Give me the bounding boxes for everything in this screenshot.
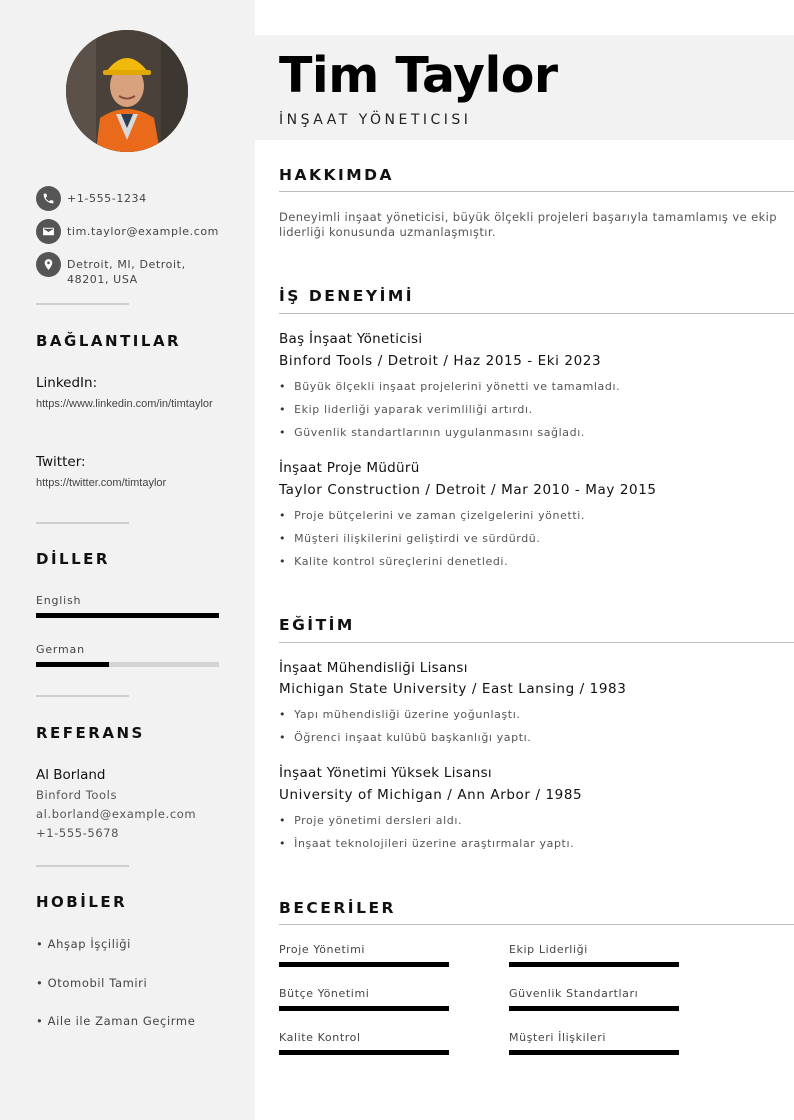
education-degree: İnşaat Yönetimi Yüksek Lisansı (279, 765, 492, 781)
skill-name: Bütçe Yönetimi (279, 987, 370, 1000)
divider (36, 303, 129, 305)
email-icon (36, 219, 61, 244)
skill-level-fill (509, 1050, 679, 1055)
education-heading: EĞİTİM (279, 616, 355, 634)
hobby-item: • Aile ile Zaman Geçirme (36, 1014, 196, 1028)
skills-heading: BECERİLER (279, 899, 396, 917)
job-bullet: • Kalite kontrol süreçlerini denetledi. (279, 555, 508, 568)
skill-level-fill (279, 962, 449, 967)
twitter-label: Twitter: (36, 454, 86, 470)
education-bullet: • Öğrenci inşaat kulübü başkanlığı yaptı. (279, 731, 531, 744)
education-meta: Michigan State University / East Lansing / 1983 (279, 681, 627, 697)
skill-name: Proje Yönetimi (279, 943, 366, 956)
job-role: İnşaat Proje Müdürü (279, 460, 420, 476)
education-bullet: • İnşaat teknolojileri üzerine araştırmalar yaptı. (279, 837, 574, 850)
language-level-fill (36, 613, 219, 618)
languages-heading: DİLLER (36, 550, 110, 568)
section-rule (279, 642, 794, 643)
skill-name: Kalite Kontrol (279, 1031, 361, 1044)
divider (36, 522, 129, 524)
skill-level-bar (279, 1006, 449, 1011)
education-bullet: • Yapı mühendisliği üzerine yoğunlaştı. (279, 708, 520, 721)
sidebar (0, 0, 255, 1120)
job-role: Baş İnşaat Yöneticisi (279, 331, 423, 347)
skill-level-bar (509, 962, 679, 967)
linkedin-label: LinkedIn: (36, 375, 98, 391)
language-name: German (36, 643, 85, 656)
skill-level-fill (509, 1006, 679, 1011)
language-level-bar (36, 613, 219, 618)
section-rule (279, 924, 794, 925)
hobby-item: • Otomobil Tamiri (36, 976, 148, 990)
education-bullet: • Proje yönetimi dersleri aldı. (279, 814, 462, 827)
twitter-link[interactable]: https://twitter.com/timtaylor (36, 477, 167, 489)
skill-name: Müşteri İlişkileri (509, 1031, 607, 1044)
job-bullet: • Müşteri ilişkilerini geliştirdi ve sürdürdü. (279, 532, 540, 545)
job-title: İNŞAAT YÖNETICISI (279, 112, 472, 128)
experience-heading: İŞ DENEYİMİ (279, 287, 415, 305)
contact-email (36, 219, 236, 244)
contact-address (36, 252, 236, 287)
skill-level-fill (279, 1050, 449, 1055)
skill-level-fill (279, 1006, 449, 1011)
reference-name: Al Borland (36, 767, 106, 783)
about-text: Deneyimli inşaat yöneticisi, büyük ölçekli projeleri başarıyla tamamlamış ve ekip liderliği konusunda uzmanlaşmıştır. (279, 210, 777, 239)
location-pin-icon (36, 252, 61, 277)
job-meta: Binford Tools / Detroit / Haz 2015 - Eki 2023 (279, 353, 602, 369)
job-meta: Taylor Construction / Detroit / Mar 2010 - May 2015 (279, 482, 657, 498)
skill-level-bar (509, 1050, 679, 1055)
email-text: tim.taylor@example.com (67, 225, 219, 238)
section-rule (279, 191, 794, 192)
main-content (255, 0, 794, 1120)
contact-phone (36, 186, 236, 211)
reference-heading: REFERANS (36, 724, 145, 742)
education-degree: İnşaat Mühendisliği Lisansı (279, 660, 468, 676)
education-meta: University of Michigan / Ann Arbor / 1985 (279, 787, 583, 803)
section-rule (279, 313, 794, 314)
divider (36, 695, 129, 697)
profile-photo (66, 30, 188, 152)
about-heading: HAKKIMDA (279, 166, 395, 184)
skill-name: Güvenlik Standartları (509, 987, 639, 1000)
phone-icon (36, 186, 61, 211)
reference-phone: +1-555-5678 (36, 826, 120, 840)
connections-heading: BAĞLANTILAR (36, 332, 182, 350)
job-bullet: • Proje bütçelerini ve zaman çizelgelerini yönetti. (279, 509, 585, 522)
avatar (66, 30, 188, 152)
header (255, 35, 794, 140)
reference-company: Binford Tools (36, 788, 118, 802)
skill-level-bar (509, 1006, 679, 1011)
job-bullet: • Güvenlik standartlarının uygulanmasını sağladı. (279, 426, 585, 439)
language-level-fill (36, 662, 109, 667)
language-level-bar (36, 662, 219, 667)
contact-info (36, 186, 236, 295)
skill-level-bar (279, 962, 449, 967)
linkedin-link[interactable]: https://www.linkedin.com/in/timtaylor (36, 398, 213, 410)
full-name: Tim Taylor (279, 47, 558, 104)
language-name: English (36, 594, 82, 607)
skill-name: Ekip Liderliği (509, 943, 588, 956)
reference-email: al.borland@example.com (36, 807, 197, 821)
skill-level-bar (279, 1050, 449, 1055)
divider (36, 865, 129, 867)
phone-text: +1-555-1234 (67, 192, 147, 205)
address-text: Detroit, MI, Detroit, 48201, USA (67, 258, 186, 286)
hobbies-heading: HOBİLER (36, 893, 128, 911)
hobby-item: • Ahşap İşçiliği (36, 937, 131, 951)
job-bullet: • Büyük ölçekli inşaat projelerini yönetti ve tamamladı. (279, 380, 620, 393)
job-bullet: • Ekip liderliği yaparak verimliliği artırdı. (279, 403, 533, 416)
skill-level-fill (509, 962, 679, 967)
